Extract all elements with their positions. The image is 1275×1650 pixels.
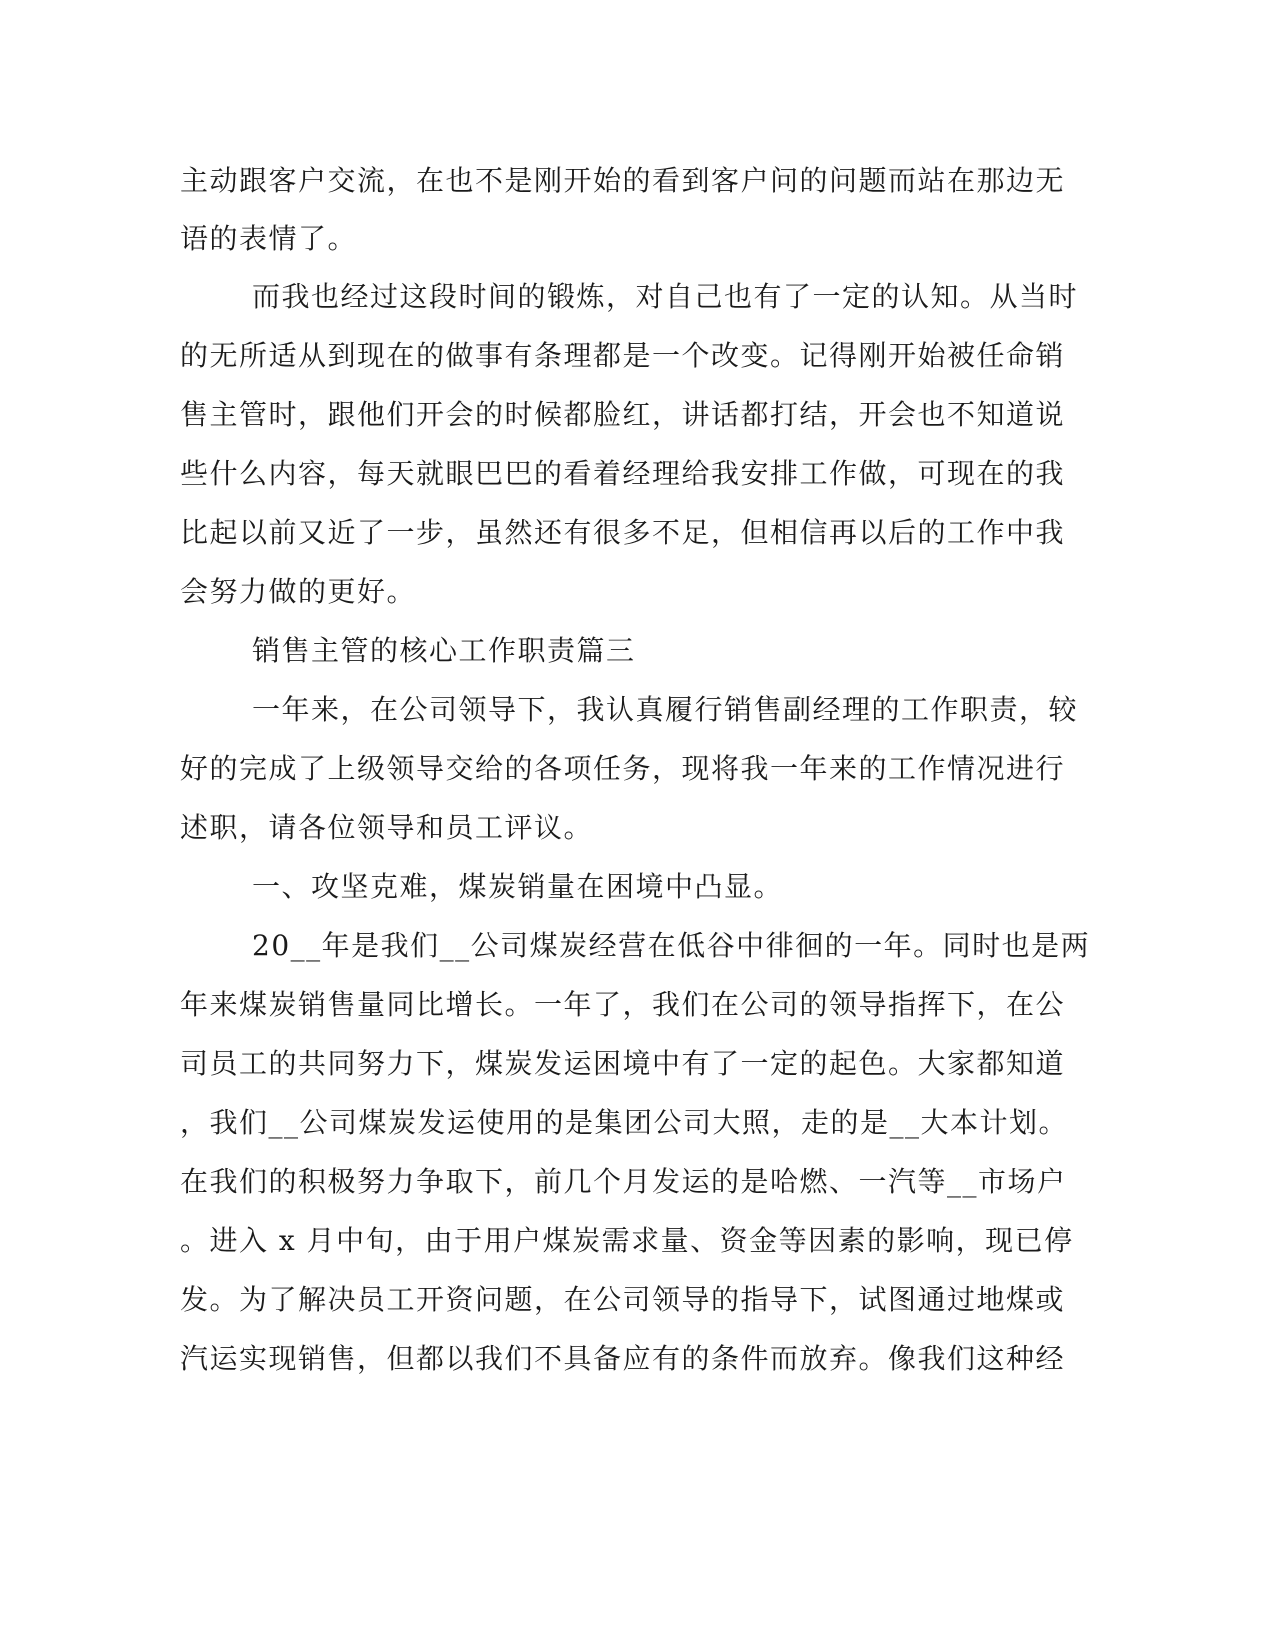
paragraph-start-line: 一年来，在公司领导下，我认真履行销售副经理的工作职责，较 [252,693,1079,726]
text-line-8: 会努力做的更好。 [180,575,417,608]
text-line-16: 司员工的共同努力下，煤炭发运困境中有了一定的起色。大家都知道 [180,1047,1066,1080]
subsection-heading: 一、攻坚克难，煤炭销量在困境中凸显。 [252,870,784,903]
text-line-21: 汽运实现销售，但都以我们不具备应有的条件而放弃。像我们这种经 [180,1342,1066,1375]
text-line-1: 主动跟客户交流，在也不是刚开始的看到客户问的问题而站在那边无 [180,164,1066,197]
text-line-19: 。进入 x 月中旬，由于用户煤炭需求量、资金等因素的影响，现已停 [180,1224,1074,1257]
text-line-2: 语的表情了。 [180,222,358,255]
text-line-12: 述职，请各位领导和员工评议。 [180,811,594,844]
text-line-5: 售主管时，跟他们开会的时候都脸红，讲话都打结，开会也不知道说 [180,398,1066,431]
paragraph-start-line: 20__年是我们__公司煤炭经营在低谷中徘徊的一年。同时也是两 [252,929,1091,962]
text-line-6: 些什么内容，每天就眼巴巴的看着经理给我安排工作做，可现在的我 [180,457,1066,490]
text-line-11: 好的完成了上级领导交给的各项任务，现将我一年来的工作情况进行 [180,752,1066,785]
text-line-20: 发。为了解决员工开资问题，在公司领导的指导下，试图通过地煤或 [180,1283,1066,1316]
text-line-17: ，我们__公司煤炭发运使用的是集团公司大照，走的是__大本计划。 [180,1106,1069,1139]
text-line-18: 在我们的积极努力争取下，前几个月发运的是哈燃、一汽等__市场户 [180,1165,1067,1198]
paragraph-start-line: 而我也经过这段时间的锻炼，对自己也有了一定的认知。从当时 [252,280,1079,313]
text-line-4: 的无所适从到现在的做事有条理都是一个改变。记得刚开始被任命销 [180,339,1066,372]
text-line-15: 年来煤炭销售量同比增长。一年了，我们在公司的领导指挥下，在公 [180,988,1066,1021]
section-heading: 销售主管的核心工作职责篇三 [252,634,636,667]
text-line-7: 比起以前又近了一步，虽然还有很多不足，但相信再以后的工作中我 [180,516,1066,549]
